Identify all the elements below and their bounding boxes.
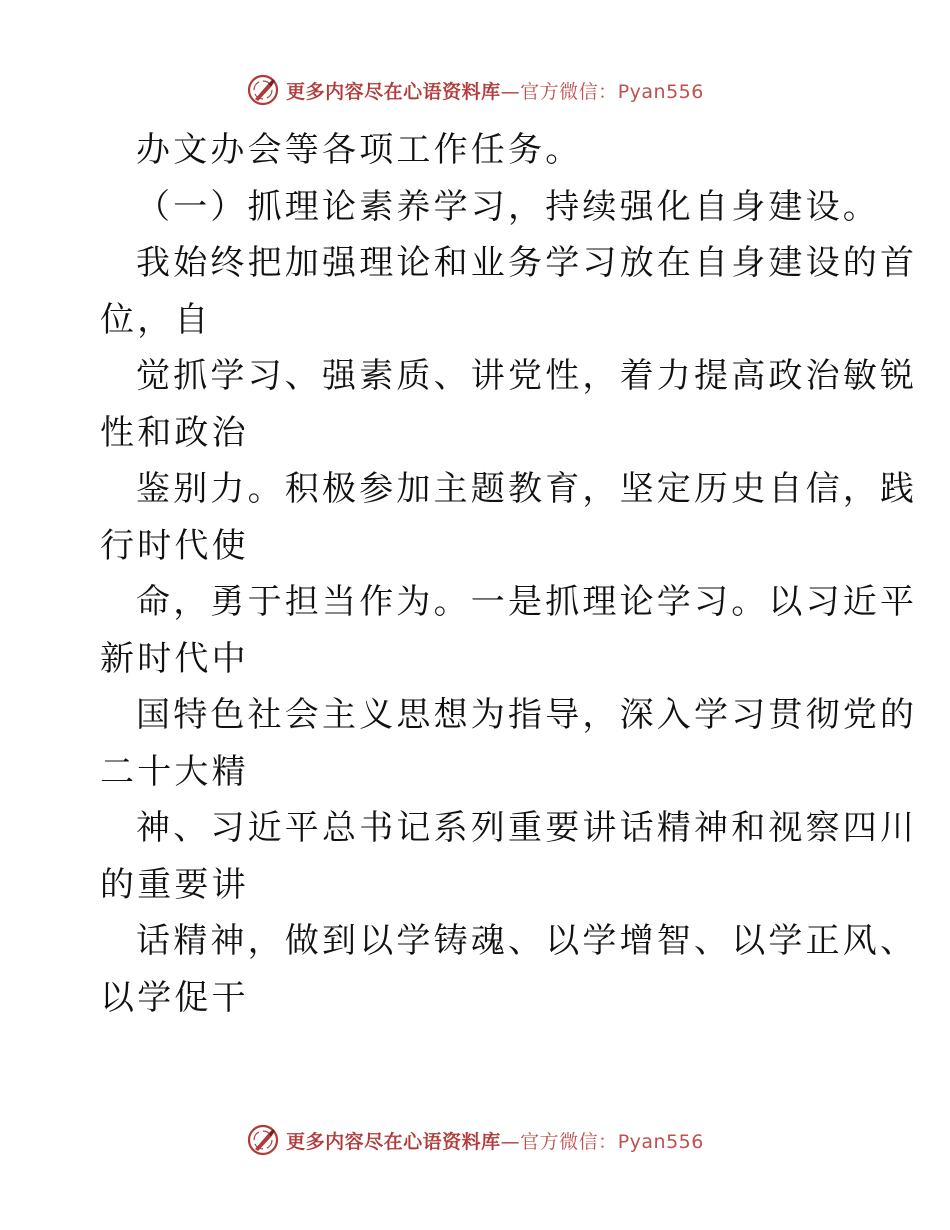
header-watermark-banner: [0, 70, 950, 110]
pen-logo-icon: [246, 73, 280, 107]
text-line: 办文办会等各项工作任务。: [136, 130, 583, 170]
text-line: 二十大精: [100, 751, 249, 792]
text-line: 行时代使: [100, 525, 249, 566]
watermark-wechat-label: 官方微信：: [520, 80, 618, 103]
section-heading: （一）抓理论素养学习，持续强化自身建设。: [136, 186, 880, 227]
text-line: 国特色社会主义思想为指导，深入学习贯彻党的: [136, 695, 918, 735]
text-line: 新时代中: [100, 638, 249, 679]
text-line: 的重要讲: [100, 864, 249, 905]
text-line: 性和政治: [100, 412, 249, 453]
text-line: 命，勇于担当作为。一是抓理论学习。以习近平: [136, 582, 918, 622]
text-line: 鉴别力。积极参加主题教育，坚定历史自信，践: [136, 469, 918, 509]
watermark-text: [286, 77, 704, 104]
watermark-dash: —: [500, 80, 521, 103]
watermark-account: Pyan556: [617, 1130, 704, 1153]
watermark-account: Pyan556: [617, 80, 704, 103]
watermark-site-name: 更多内容尽在心语资料库: [286, 80, 501, 103]
footer-watermark-banner: [0, 1120, 950, 1160]
text-line: 位，自: [100, 299, 212, 340]
text-line: 神、习近平总书记系列重要讲话精神和视察四川: [136, 808, 918, 848]
text-line: 以学促干: [100, 977, 249, 1018]
pen-logo-icon: [246, 1123, 280, 1157]
text-line: 话精神，做到以学铸魂、以学增智、以学正风、: [136, 921, 918, 961]
document-body: [100, 122, 918, 1026]
watermark-wechat-label: 官方微信：: [520, 1130, 618, 1153]
watermark-dash: —: [500, 1130, 521, 1153]
text-line: 我始终把加强理论和业务学习放在自身建设的首: [136, 243, 918, 283]
watermark-site-name: 更多内容尽在心语资料库: [286, 1130, 501, 1153]
watermark-text: [286, 1127, 704, 1154]
text-line: 觉抓学习、强素质、讲党性，着力提高政治敏锐: [136, 356, 918, 396]
